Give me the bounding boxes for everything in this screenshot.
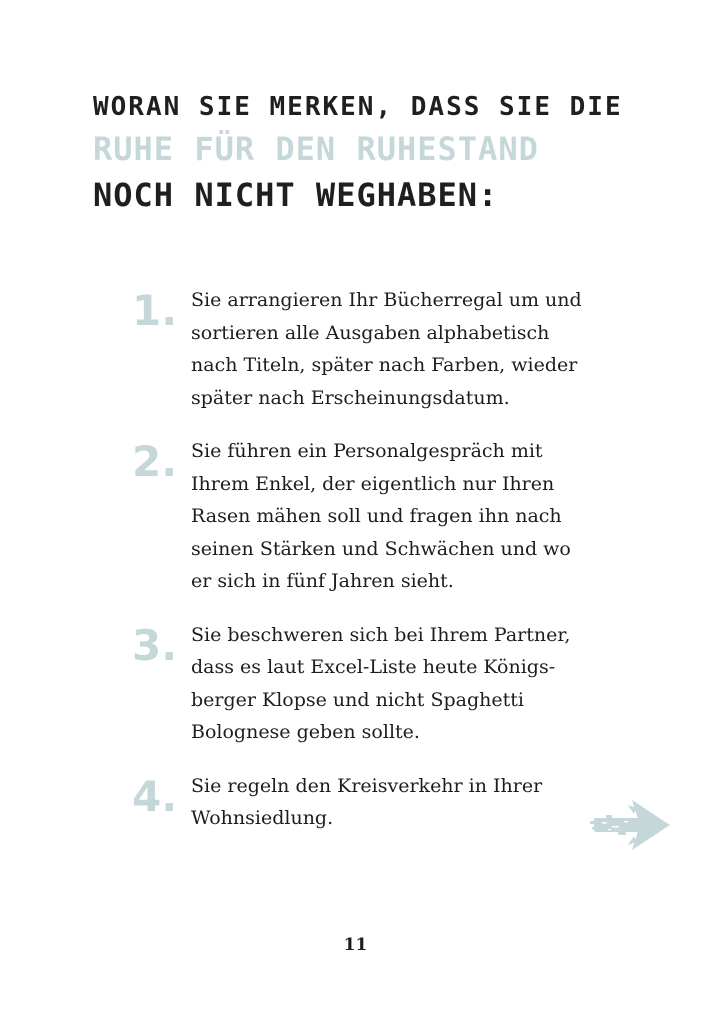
list-item-1: [132, 284, 602, 414]
list-text-1: Sie arrangieren Ihr Bücherregal um und sortieren alle Ausgaben alphabetisch nach Titeln, später nach Farben, wieder später nach Erscheinungsdatum.: [191, 289, 582, 409]
headline-line-2: RUHE FÜR DEN RUHESTAND: [93, 130, 539, 168]
list-item-4: [132, 770, 602, 835]
list-number-2: 2.: [132, 437, 178, 486]
page-headline: [93, 88, 653, 218]
list-text-4: Sie regeln den Kreisverkehr in Ihrer Wohnsiedlung.: [191, 774, 543, 829]
arrow-right-icon[interactable]: [588, 796, 672, 854]
list-number-3: 3.: [132, 620, 178, 670]
headline-line-1: WORAN SIE MERKEN, DASS SIE DIE: [93, 92, 623, 122]
list-number-1: 1.: [132, 286, 178, 335]
list-text-2: Sie führen ein Personalgespräch mit Ihrem Enkel, der eigentlich nur Ihren Rasen mähen soll und fragen ihn nach seinen Stärken und Schwächen und wo er sich in fünf Jahren sieht.: [191, 440, 571, 592]
headline-line-3: NOCH NICHT WEGHABEN:: [93, 176, 499, 214]
page-number: 11: [343, 935, 368, 955]
list-item-3: [132, 619, 602, 749]
list-item-2: [132, 435, 602, 598]
list-number-4: 4.: [132, 771, 178, 821]
list-text-3: Sie beschweren sich bei Ihrem Partner, dass es laut Excel-Liste heute Königs- berger Klopse und nicht Spaghetti Bolognese geben sollte.: [191, 623, 571, 743]
numbered-list: [132, 284, 602, 835]
